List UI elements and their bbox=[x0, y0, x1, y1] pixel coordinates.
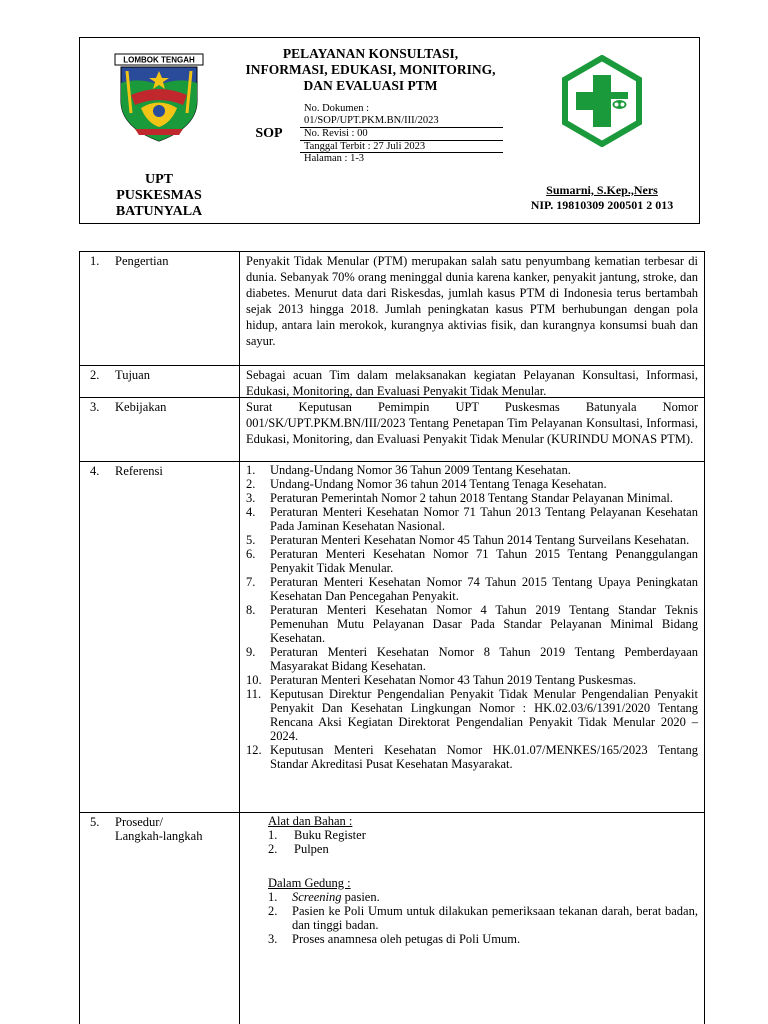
list-item: 4. Peraturan Menteri Kesehatan Nomor 71 Tahun 2013 Tentang Pelayanan Kesehatan Pada Jaminan Kesehatan Nasional. bbox=[246, 505, 698, 533]
sop-content-table bbox=[79, 251, 705, 1024]
document-number-label: No. Dokumen : bbox=[304, 103, 370, 114]
section-pengertian bbox=[80, 252, 704, 366]
list-item: 8. Peraturan Menteri Kesehatan Nomor 4 Tahun 2019 Tentang Standar Teknis Pemenuhan Mutu Pelayanan Dasar Pada Standar Pelayanan Minimal Bidang Kesehatan. bbox=[246, 603, 698, 645]
list-item: 1. Screening pasien. bbox=[268, 890, 380, 904]
section-label bbox=[80, 813, 240, 1024]
revision-number: No. Revisi : 00 bbox=[300, 128, 503, 141]
list-item: 2. Pulpen bbox=[268, 842, 329, 856]
list-item: 1. Buku Register bbox=[268, 828, 366, 842]
list-item: 7. Peraturan Menteri Kesehatan Nomor 74 Tahun 2015 Tentang Upaya Peningkatan Kesehatan Dan Pencegahan Penyakit. bbox=[246, 575, 698, 603]
signature-space bbox=[238, 166, 503, 225]
section-prosedur bbox=[80, 813, 704, 1024]
signer-nip: NIP. 19810309 200501 2 013 bbox=[530, 197, 674, 212]
section-label bbox=[80, 366, 240, 397]
section-number: 2. bbox=[90, 368, 100, 382]
section-title: Referensi bbox=[115, 464, 163, 478]
list-item: 3. Peraturan Pemerintah Nomor 2 tahun 2018 Tentang Standar Pelayanan Minimal. bbox=[246, 491, 673, 505]
tools-heading: Alat dan Bahan : bbox=[268, 814, 353, 828]
page-info: Halaman : 1-3 bbox=[304, 153, 365, 164]
document-number-value: 01/SOP/UPT.PKM.BN/III/2023 bbox=[304, 114, 439, 126]
inside-building-heading: Dalam Gedung : bbox=[268, 876, 351, 890]
list-item: 2. Pasien ke Poli Umum untuk dilakukan pemeriksaan tekanan darah, berat badan, dan tinggi badan. bbox=[268, 904, 698, 932]
org-name-line1: UPT bbox=[144, 171, 173, 187]
list-item: 2. Undang-Undang Nomor 36 tahun 2014 Tentang Tenaga Kesehatan. bbox=[246, 477, 607, 491]
signer-name: Sumarni, S.Kep.,Ners bbox=[546, 182, 658, 197]
section-label bbox=[80, 462, 240, 812]
section-tujuan bbox=[80, 366, 704, 398]
issue-date: Tanggal Terbit : 27 Juli 2023 bbox=[300, 141, 503, 154]
section-text: Sebagai acuan Tim dalam melaksanakan kegiatan Pelayanan Konsultasi, Informasi, Edukasi, Monitoring, dan Evaluasi Penyakit Tidak Menular. bbox=[246, 368, 698, 398]
section-title-line2: Langkah-langkah bbox=[115, 829, 203, 843]
sop-label bbox=[238, 102, 300, 166]
section-title: Kebijakan bbox=[115, 400, 167, 414]
org-name-line2: PUSKESMAS bbox=[116, 187, 202, 203]
list-item: 6. Peraturan Menteri Kesehatan Nomor 71 Tahun 2015 Tentang Penanggulangan Penyakit Tidak Menular. bbox=[246, 547, 698, 575]
org-name-line3: BATUNYALA bbox=[115, 203, 203, 219]
section-kebijakan bbox=[80, 398, 704, 462]
signer-info bbox=[503, 166, 701, 225]
section-label bbox=[80, 398, 240, 461]
list-item: 12. Keputusan Menteri Kesehatan Nomor HK.01.07/MENKES/165/2023 Tentang Standar Akreditasi Pusat Kesehatan Masyarakat. bbox=[246, 743, 698, 771]
puskesmas-logo-icon bbox=[556, 55, 648, 147]
section-number: 1. bbox=[90, 254, 100, 268]
reference-list bbox=[246, 463, 698, 771]
tools-list bbox=[246, 828, 698, 856]
section-referensi bbox=[80, 462, 704, 813]
section-number: 3. bbox=[90, 400, 100, 414]
lombok-tengah-logo-cell bbox=[80, 38, 238, 166]
inside-building-steps bbox=[246, 890, 698, 946]
organization-name bbox=[80, 166, 238, 225]
sop-header-table bbox=[79, 37, 700, 224]
section-text bbox=[240, 462, 704, 771]
sop-label-text: SOP bbox=[255, 126, 283, 141]
list-item: 10. Peraturan Menteri Kesehatan Nomor 43 Tahun 2019 Tentang Puskesmas. bbox=[246, 673, 637, 687]
document-meta bbox=[300, 102, 503, 166]
section-text bbox=[240, 813, 704, 946]
section-title: Prosedur/ bbox=[115, 815, 163, 829]
lombok-tengah-emblem-icon bbox=[111, 53, 207, 143]
list-item: 5. Peraturan Menteri Kesehatan Nomor 45 Tahun 2014 Tentang Surveilans Kesehatan. bbox=[246, 533, 690, 547]
puskesmas-logo-cell bbox=[503, 38, 701, 166]
list-item: 3. Proses anamnesa oleh petugas di Poli Umum. bbox=[268, 932, 521, 946]
section-title: Pengertian bbox=[115, 254, 169, 268]
list-item: 11. Keputusan Direktur Pengendalian Penyakit Tidak Menular Pengendalian Penyakit Penyakit Dan Kesehatan Lingkungan Nomor : HK.02.03/6/1391/2020 Tentang Rencana Aksi Kegiatan Direktorat Pengendalian Penyakit Tidak Menular 2020 – 2024. bbox=[246, 687, 698, 743]
document-title-text: PELAYANAN KONSULTASI, INFORMASI, EDUKASI, MONITORING, DAN EVALUASI PTM bbox=[245, 46, 496, 93]
section-title: Tujuan bbox=[115, 368, 150, 382]
section-text: Surat Keputusan Pemimpin UPT Puskesmas Batunyala Nomor 001/SK/UPT.PKM.BN/III/2023 Tentang Penetapan Tim Pelayanan Konsultasi, Informasi, Edukasi, Monitoring, dan Evaluasi Penyakit Tidak Menular (KURINDU MONAS PTM). bbox=[246, 400, 698, 446]
document-number bbox=[300, 102, 503, 128]
section-text: Penyakit Tidak Menular (PTM) merupakan salah satu penyumbang kematian terbesar di dunia. Sebanyak 70% orang meninggal dunia karena kanker, penyakit jantung, stroke, dan diabetes. Menurut data dari Riskesdas, jumlah kasus PTM di Indonesia terus bertambah sejak 2013 hingga 2018. Jumlah peningkatan kasus PTM berhubungan dengan pola hidup, antara lain merokok, kurangnya aktivias fisik, dan kurangnya konsumsi buah dan sayur. bbox=[246, 254, 698, 348]
section-label bbox=[80, 252, 240, 365]
list-item: 9. Peraturan Menteri Kesehatan Nomor 8 Tahun 2019 Tentang Pemberdayaan Masyarakat Bidang Kesehatan. bbox=[246, 645, 698, 673]
logo-banner-text: LOMBOK TENGAH bbox=[123, 55, 195, 65]
section-number: 5. bbox=[90, 815, 100, 829]
section-number: 4. bbox=[90, 464, 100, 478]
list-item: 1. Undang-Undang Nomor 36 Tahun 2009 Tentang Kesehatan. bbox=[246, 463, 571, 477]
document-title bbox=[238, 38, 503, 102]
